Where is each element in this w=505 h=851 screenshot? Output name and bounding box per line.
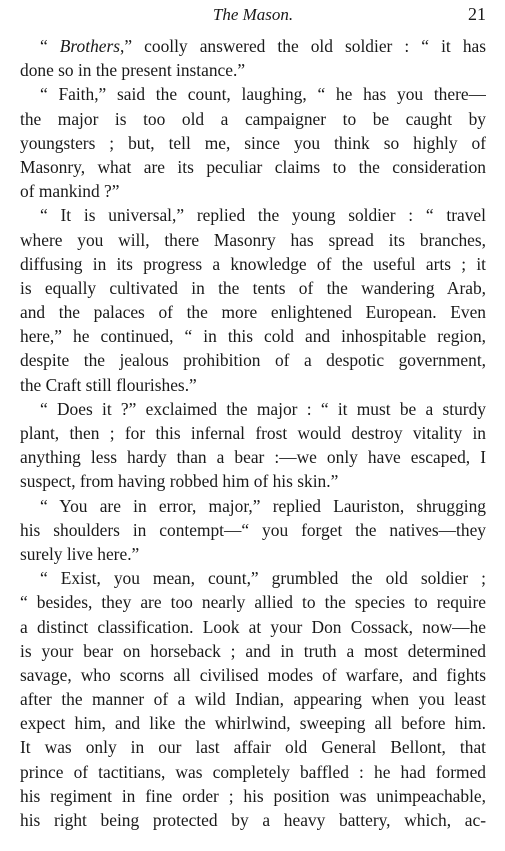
- text-line: “ besides, they are too nearly allied to the species to require: [20, 592, 486, 613]
- text-line: “ Brothers,” coolly answered the old soldier : “ it has: [40, 36, 486, 56]
- text-line: “ Exist, you mean, count,” grumbled the old soldier ;: [40, 568, 486, 589]
- text-line: “ Faith,” said the count, laughing, “ he has you there—: [40, 84, 486, 105]
- text-line: despite the jealous prohibition of a despotic government,: [20, 350, 486, 371]
- text-line: diffusing in its progress a knowledge of the useful arts ; it: [20, 253, 486, 274]
- text-line: plant, then ; for this infernal frost would destroy vitality in: [20, 423, 486, 443]
- text-line: is your bear on horseback ; and in truth a most determined: [20, 640, 486, 661]
- text-line: the Craft still flourishes.”: [20, 374, 197, 395]
- text-line: It was only in our last affair old General Bellont, that: [20, 737, 486, 758]
- text-line: and the palaces of the more enlightened European. Even: [20, 302, 486, 323]
- text-line: his right being protected by a heavy battery, which, ac-: [20, 810, 486, 830]
- text-line: of mankind ?”: [20, 181, 120, 202]
- text-line: where you will, there Masonry has spread its branches,: [20, 229, 486, 250]
- text-line: here,” he continued, “ in this cold and inhospitable region,: [20, 326, 486, 347]
- text-line: his regiment in fine order ; his position was unimpeachable,: [20, 785, 486, 806]
- text-line: youngsters ; but, tell me, since you think so highly of: [20, 132, 486, 153]
- text-line: surely live here.”: [20, 543, 140, 564]
- running-head: [20, 3, 486, 27]
- text-line: savage, who scorns all civilised modes of warfare, and fights: [20, 664, 486, 685]
- text-line: after the manner of a wild Indian, appearing when you least: [20, 689, 486, 710]
- text-line: is equally cultivated in the tents of the wandering Arab,: [20, 277, 486, 298]
- body-text: [20, 34, 486, 832]
- text-line: suspect, from having robbed him of his skin.”: [20, 471, 339, 492]
- text-line: “ It is universal,” replied the young soldier : “ travel: [40, 205, 486, 226]
- text-line: a distinct classification. Look at your Don Cossack, now—he: [20, 616, 486, 637]
- text-line: the major is too old a campaigner to be caught by: [20, 108, 486, 129]
- text-line: done so in the present instance.”: [20, 60, 246, 81]
- text-line: prince of tactitians, was completely baffled : he had formed: [20, 761, 486, 782]
- text-line: “ You are in error, major,” replied Lauriston, shrugging: [40, 495, 486, 516]
- text-line: expect him, and like the whirlwind, sweeping all before him.: [20, 713, 486, 734]
- text-line: anything less hardy than a bear :—we only have escaped, I: [20, 447, 486, 468]
- page-number: 21: [468, 4, 486, 24]
- running-title: The Mason.: [212, 5, 294, 24]
- text-line: “ Does it ?” exclaimed the major : “ it must be a sturdy: [40, 398, 486, 419]
- text-line: his shoulders in contempt—“ you forget the natives—they: [20, 519, 486, 540]
- text-line: Masonry, what are its peculiar claims to the consideration: [20, 156, 486, 177]
